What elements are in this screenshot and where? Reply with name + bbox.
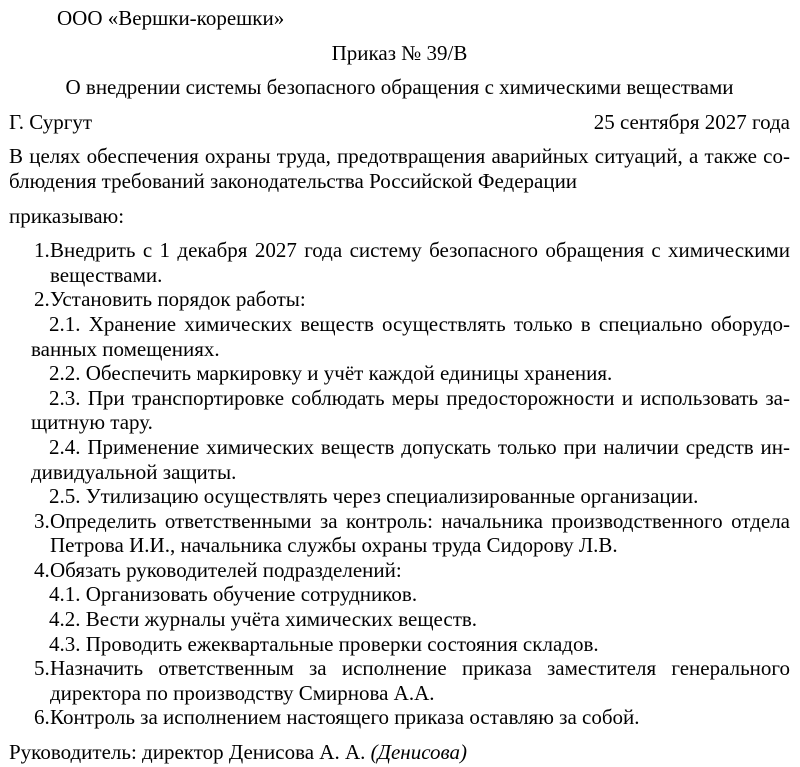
subitem-text: Хранение химических веществ осуществлять только в специально оборудованных помещениях. xyxy=(31,311,791,361)
subitem-text: Вести журналы учёта химических веществ. xyxy=(85,607,478,632)
item-text: Обязать руководителей подразделений: xyxy=(50,557,402,582)
subitem-number: 2.5. xyxy=(49,484,81,509)
order-item-1 xyxy=(9,238,790,287)
subitem-number: 2.3. xyxy=(49,385,81,410)
subitem-text: Организовать обучение сотрудников. xyxy=(85,582,418,607)
city-date-row xyxy=(9,110,790,135)
order-list xyxy=(9,238,790,730)
item-text: Контроль за исполнением настоящего приказа оставляю за собой. xyxy=(50,705,640,730)
item-number: 2. xyxy=(34,287,50,312)
company-name: ООО «Вершки-корешки» xyxy=(57,6,285,30)
order-subitem-2-3 xyxy=(31,386,790,435)
item-number: 3. xyxy=(34,508,50,533)
order-subitem-2-5 xyxy=(31,484,790,509)
subitem-number: 4.2. xyxy=(49,607,81,632)
item-text: Определить ответственными за контроль: начальника производственного отдела Петрова И.И., начальника службы охраны труда Сидорову Л.В. xyxy=(50,508,790,558)
subitem-text: Обеспечить маркировку и учёт каждой единицы хранения. xyxy=(85,361,613,386)
preamble: В целях обеспечения охраны труда, предотвращения аварийных ситуаций, а также соблюдения требований законодательства Российской Федерации xyxy=(9,144,790,193)
order-subitem-4-1 xyxy=(31,582,790,607)
order-subitem-4-3 xyxy=(31,632,790,657)
signature-line xyxy=(9,740,790,765)
subitem-text: Утилизацию осуществлять через специализированные организации. xyxy=(85,484,699,509)
item-text: Назначить ответственным за исполнение приказа заместителя генерального директора по производству Смирнова А.А. xyxy=(50,656,790,705)
city: Г. Сургут xyxy=(9,109,93,134)
order-subitem-4-2 xyxy=(31,607,790,632)
subitem-number: 2.2. xyxy=(49,361,81,386)
item-number: 5. xyxy=(34,656,50,681)
subitem-text: При транспортировке соблюдать меры предосторожности и использовать защитную тару. xyxy=(31,385,790,435)
order-item-5 xyxy=(9,656,790,705)
order-subitem-2-1 xyxy=(31,312,790,361)
subitem-number: 2.1. xyxy=(49,311,81,336)
order-subitem-2-2 xyxy=(31,361,790,386)
item-text: Установить порядок работы: xyxy=(50,287,306,312)
signature-name: Руководитель: директор Денисова А. А. xyxy=(9,740,366,765)
item-number: 6. xyxy=(34,705,50,730)
signature-handwritten: (Денисова) xyxy=(370,740,467,765)
order-item-3 xyxy=(9,509,790,558)
subitem-text: Применение химических веществ допускать только при наличии средств индивидуальной защиты. xyxy=(31,434,790,484)
subitem-number: 4.1. xyxy=(49,582,81,607)
subitem-number: 2.4. xyxy=(49,434,81,459)
order-number: Приказ № 39/В xyxy=(331,40,468,65)
date: 25 сентября 2027 года xyxy=(593,109,790,134)
order-item-4 xyxy=(9,558,790,656)
order-item-2 xyxy=(9,287,790,508)
item-number: 4. xyxy=(34,557,50,582)
order-subject: О внедрении системы безопасного обращения с химическими веществами xyxy=(65,75,734,100)
order-subitem-2-4 xyxy=(31,435,790,484)
item-text: Внедрить с 1 декабря 2027 года систему безопасного обращения с химическими веществами. xyxy=(50,238,790,287)
directive-word: приказываю: xyxy=(9,203,125,228)
order-item-6 xyxy=(9,705,790,730)
subitem-text: Проводить ежеквартальные проверки состояния складов. xyxy=(85,631,599,656)
item-number: 1. xyxy=(34,238,50,263)
subitem-number: 4.3. xyxy=(49,631,81,656)
